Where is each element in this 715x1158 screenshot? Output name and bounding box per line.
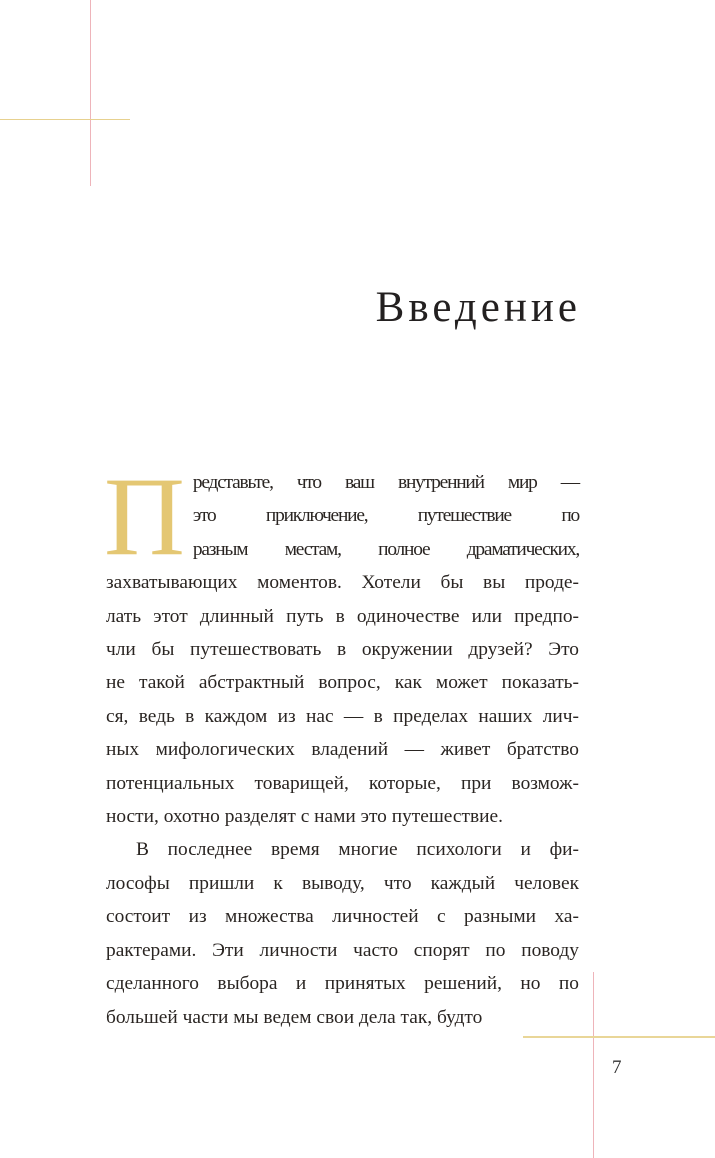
decorative-vertical-rule: [90, 0, 91, 186]
text-line: не такой абстрактный вопрос, как может показать-: [106, 672, 579, 694]
drop-cap: П: [104, 455, 185, 579]
text-line: это приключение, путешествие по: [192, 505, 579, 527]
body-text: [104, 455, 579, 1034]
text-line: ности, охотно разделят с нами это путешествие.: [106, 806, 503, 828]
paragraph-2: [106, 833, 579, 1033]
text-line: ся, ведь в каждом из нас — в пределах наших лич-: [106, 705, 579, 727]
page-number: 7: [612, 1057, 622, 1078]
decorative-vertical-rule: [593, 972, 594, 1158]
text-line: большей части мы ведем свои дела так, будто: [106, 1006, 483, 1028]
text-line: сделанного выбора и принятых решений, но по: [106, 973, 579, 995]
text-line: потенциальных товарищей, которые, при возмож-: [106, 772, 579, 794]
text-line: захватывающих моментов. Хотели бы вы проде-: [106, 572, 579, 594]
text-line: состоит из множества личностей с разными ха-: [106, 906, 579, 928]
chapter-title: Введение: [375, 284, 581, 331]
decorative-horizontal-rule: [0, 119, 130, 120]
decorative-horizontal-rule: [523, 1036, 715, 1038]
text-line: ных мифологических владений — живет братство: [106, 739, 579, 761]
text-line: чли бы путешествовать в окружении друзей? Это: [106, 639, 579, 661]
paragraph-1: [104, 455, 579, 833]
text-line: В последнее время многие психологи и фи-: [136, 839, 579, 861]
text-line: лософы пришли к выводу, что каждый человек: [106, 872, 579, 894]
text-line: разным местам, полное драматических,: [192, 538, 579, 560]
text-line: лать этот длинный путь в одиночестве или предпо-: [106, 605, 579, 627]
text-line: рактерами. Эти личности часто спорят по поводу: [106, 939, 579, 961]
text-line: редставьте, что ваш внутренний мир —: [192, 472, 579, 493]
